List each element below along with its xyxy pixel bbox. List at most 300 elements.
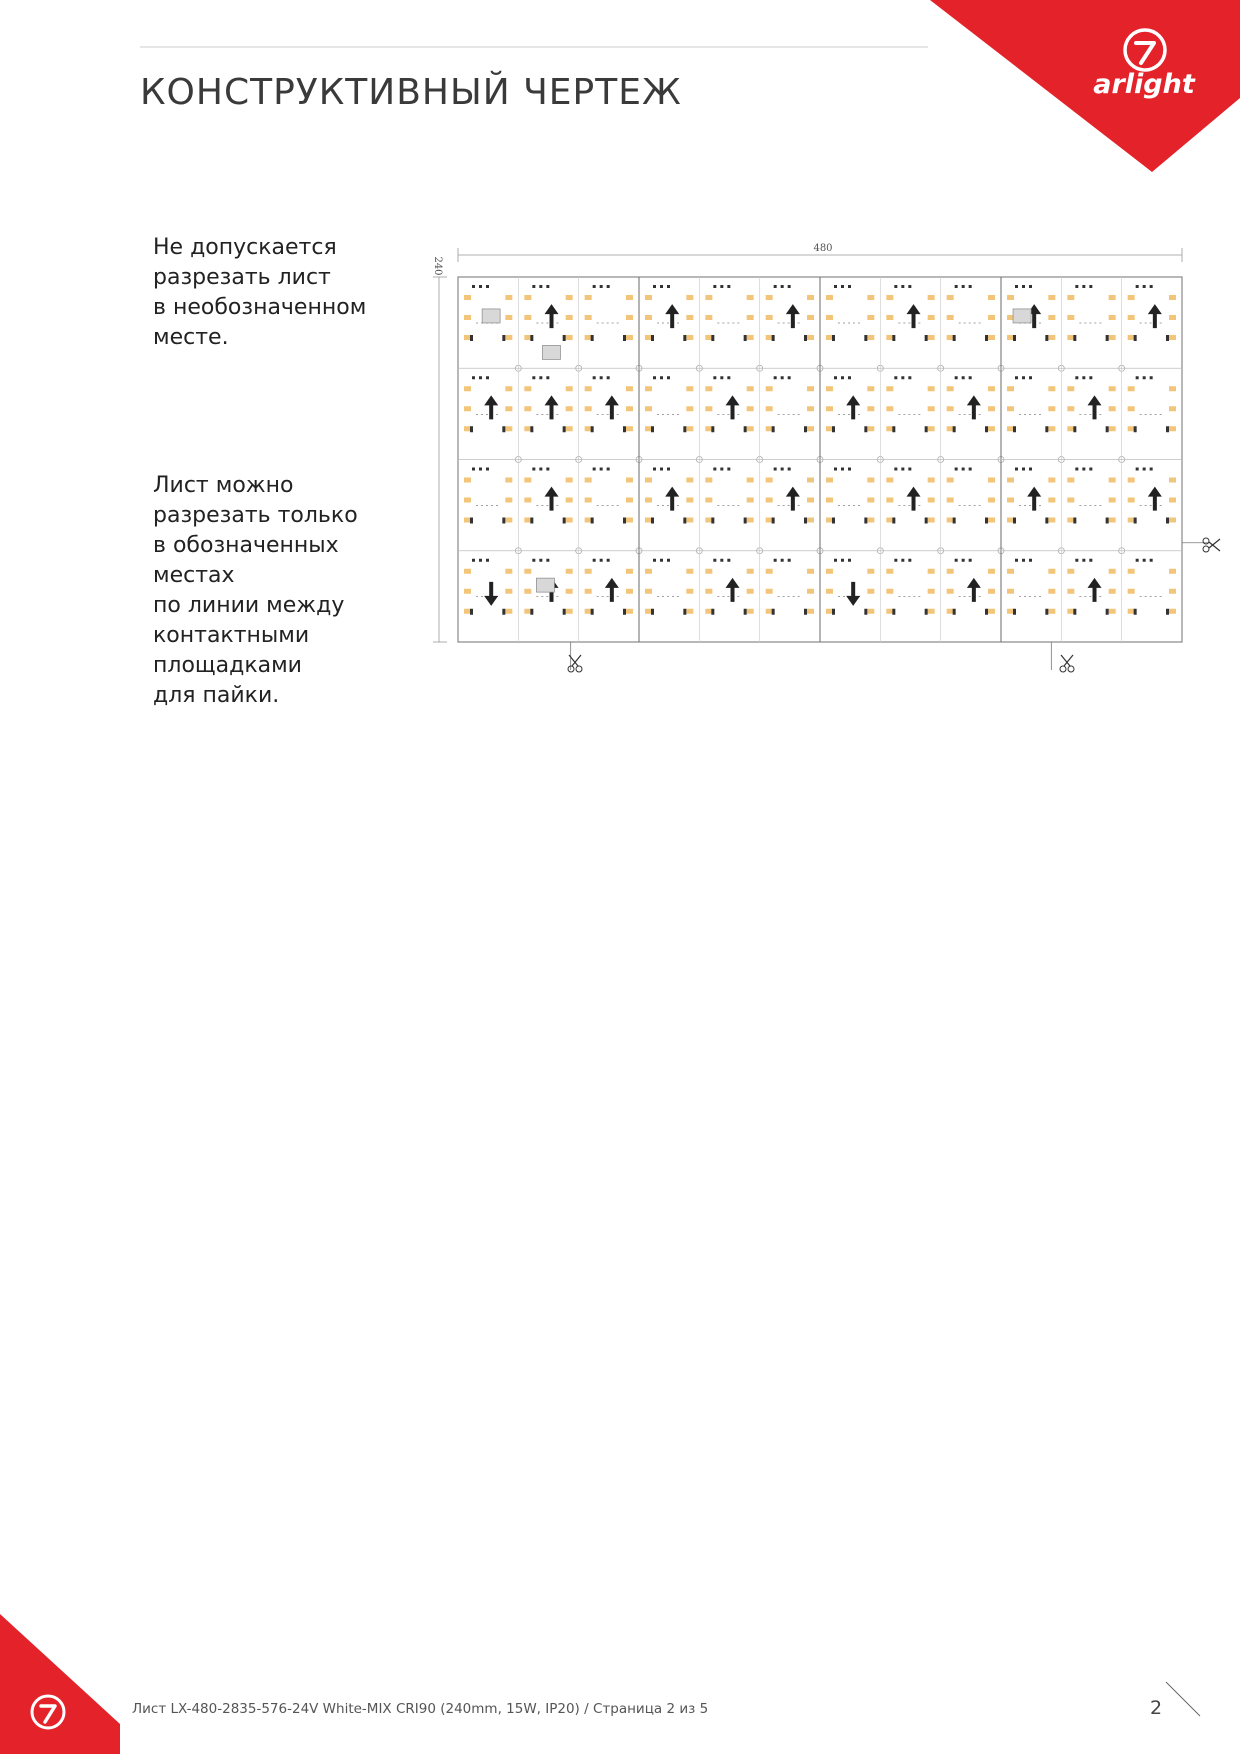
smd-component (1136, 376, 1139, 379)
led-chip (947, 386, 954, 391)
led-chip (1128, 498, 1135, 503)
led-chip (1128, 386, 1135, 391)
led-chip (645, 478, 652, 483)
led-chip (705, 589, 712, 594)
instruction-line: площадками (153, 653, 302, 678)
led-chip (867, 609, 874, 614)
led-chip (705, 295, 712, 300)
resistor (623, 518, 626, 524)
led-chip (464, 589, 471, 594)
smd-component (781, 285, 784, 288)
led-chip (1067, 609, 1074, 614)
led-chip (747, 478, 754, 483)
led-chip (505, 518, 512, 523)
led-chip (464, 498, 471, 503)
resistor (1106, 335, 1109, 341)
led-chip (524, 295, 531, 300)
led-chip (1007, 386, 1014, 391)
led-chip (566, 406, 573, 411)
led-chip (585, 386, 592, 391)
smd-component (1082, 559, 1085, 562)
resistor (1013, 426, 1016, 432)
led-chip (1169, 386, 1176, 391)
brand-corner-bottom (0, 1614, 120, 1754)
resistor (925, 426, 928, 432)
smd-component (532, 376, 535, 379)
header-divider (140, 46, 928, 48)
smd-component (546, 468, 549, 471)
led-chip (626, 335, 633, 340)
led-chip (1007, 589, 1014, 594)
smd-component (546, 376, 549, 379)
led-chip (686, 406, 693, 411)
led-chip (747, 589, 754, 594)
warning-line: в необозначенном (153, 295, 367, 320)
led-chip (867, 518, 874, 523)
smd-component (479, 468, 482, 471)
led-chip (705, 609, 712, 614)
resistor (1013, 335, 1016, 341)
smd-component (653, 376, 656, 379)
smd-component (1150, 285, 1153, 288)
led-chip (886, 335, 893, 340)
led-chip (626, 518, 633, 523)
led-chip (1128, 609, 1135, 614)
led-chip (524, 569, 531, 574)
led-chip (505, 295, 512, 300)
resistor (623, 426, 626, 432)
resistor (683, 335, 686, 341)
led-chip (766, 518, 773, 523)
led-chip (988, 569, 995, 574)
led-chip (867, 589, 874, 594)
resistor (1106, 426, 1109, 432)
led-chip (1109, 315, 1116, 320)
resistor (925, 335, 928, 341)
led-chip (988, 498, 995, 503)
led-chip (988, 295, 995, 300)
resistor (1106, 518, 1109, 524)
smd-component (901, 468, 904, 471)
smd-component (908, 285, 911, 288)
led-chip (1128, 426, 1135, 431)
smd-component (607, 468, 610, 471)
led-chip (505, 406, 512, 411)
led-chip (1169, 569, 1176, 574)
smd-component (1029, 559, 1032, 562)
led-chip (686, 315, 693, 320)
led-chip (1007, 335, 1014, 340)
smd-component (607, 376, 610, 379)
led-chip (1067, 589, 1074, 594)
led-chip (505, 498, 512, 503)
resistor (925, 518, 928, 524)
resistor (1134, 518, 1137, 524)
led-chip (766, 386, 773, 391)
led-chip (505, 426, 512, 431)
resistor (470, 609, 473, 615)
smd-component (653, 468, 656, 471)
resistor (985, 426, 988, 432)
resistor (530, 335, 533, 341)
led-chip (566, 478, 573, 483)
led-chip (928, 498, 935, 503)
smd-component (660, 285, 663, 288)
led-chip (626, 295, 633, 300)
led-chip (807, 386, 814, 391)
led-chip (705, 498, 712, 503)
led-chip (807, 406, 814, 411)
led-chip (645, 589, 652, 594)
led-chip (645, 295, 652, 300)
led-chip (1048, 406, 1055, 411)
led-chip (1007, 478, 1014, 483)
led-chip (505, 335, 512, 340)
smd-component (546, 285, 549, 288)
led-chip (566, 609, 573, 614)
smd-component (1143, 376, 1146, 379)
led-chip (585, 335, 592, 340)
smd-component (962, 376, 965, 379)
led-chip (1007, 498, 1014, 503)
led-chip (1128, 315, 1135, 320)
resistor (651, 518, 654, 524)
smd-component (834, 376, 837, 379)
led-chip (928, 569, 935, 574)
resistor (651, 426, 654, 432)
resistor (1073, 426, 1076, 432)
led-chip (686, 498, 693, 503)
smd-component (841, 285, 844, 288)
led-chip (626, 589, 633, 594)
smd-component (1022, 468, 1025, 471)
led-chip (867, 478, 874, 483)
led-chip (1067, 335, 1074, 340)
warning-line: разрезать лист (153, 265, 331, 290)
led-chip (645, 609, 652, 614)
smd-component (774, 376, 777, 379)
led-chip (524, 518, 531, 523)
resistor (530, 518, 533, 524)
connector-block (482, 309, 500, 323)
led-chip (826, 335, 833, 340)
led-chip (886, 406, 893, 411)
led-chip (1109, 589, 1116, 594)
smd-component (788, 468, 791, 471)
led-chip (464, 426, 471, 431)
led-chip (826, 569, 833, 574)
smd-component (1150, 468, 1153, 471)
resistor (1013, 518, 1016, 524)
smd-component (894, 376, 897, 379)
led-chip (626, 386, 633, 391)
resistor (563, 335, 566, 341)
led-chip (1169, 295, 1176, 300)
smd-component (1075, 559, 1078, 562)
led-chip (1109, 478, 1116, 483)
led-chip (928, 609, 935, 614)
led-chip (1109, 386, 1116, 391)
led-chip (886, 518, 893, 523)
resistor (925, 609, 928, 615)
smd-component (969, 285, 972, 288)
led-chip (686, 518, 693, 523)
resistor (953, 426, 956, 432)
led-chip (826, 518, 833, 523)
led-chip (1109, 569, 1116, 574)
smd-component (532, 468, 535, 471)
resistor (832, 335, 835, 341)
resistor (1134, 335, 1137, 341)
resistor (1166, 609, 1169, 615)
smd-component (713, 376, 716, 379)
led-chip (947, 335, 954, 340)
resistor (744, 518, 747, 524)
led-chip (645, 386, 652, 391)
led-chip (988, 426, 995, 431)
led-chip (1007, 609, 1014, 614)
smd-component (1029, 285, 1032, 288)
smd-component (962, 559, 965, 562)
smd-component (1089, 559, 1092, 562)
smd-component (969, 468, 972, 471)
smd-component (600, 468, 603, 471)
resistor (683, 426, 686, 432)
led-chip (505, 609, 512, 614)
led-chip (947, 518, 954, 523)
resistor (892, 426, 895, 432)
led-chip (566, 386, 573, 391)
instruction-line: контактными (153, 623, 310, 648)
smd-component (1022, 559, 1025, 562)
led-chip (928, 335, 935, 340)
resistor (804, 335, 807, 341)
smd-component (486, 468, 489, 471)
led-chip (867, 315, 874, 320)
led-chip (947, 426, 954, 431)
led-chip (464, 609, 471, 614)
smd-component (600, 376, 603, 379)
led-chip (464, 569, 471, 574)
smd-component (834, 559, 837, 562)
led-chip (947, 569, 954, 574)
smd-component (1015, 559, 1018, 562)
smd-component (955, 376, 958, 379)
resistor (623, 335, 626, 341)
resistor (563, 518, 566, 524)
led-chip (867, 498, 874, 503)
smd-component (653, 285, 656, 288)
led-chip (1128, 589, 1135, 594)
led-chip (524, 406, 531, 411)
led-chip (1007, 518, 1014, 523)
led-chip (826, 478, 833, 483)
led-chip (645, 426, 652, 431)
led-chip (886, 295, 893, 300)
smd-component (713, 559, 716, 562)
smd-component (908, 468, 911, 471)
instruction-line: для пайки. (153, 683, 280, 708)
led-chip (826, 315, 833, 320)
smd-component (1143, 468, 1146, 471)
led-chip (747, 498, 754, 503)
resistor (591, 426, 594, 432)
smd-component (901, 559, 904, 562)
led-chip (988, 518, 995, 523)
led-chip (705, 478, 712, 483)
led-chip (886, 426, 893, 431)
smd-component (472, 285, 475, 288)
led-chip (464, 315, 471, 320)
resistor (985, 518, 988, 524)
led-chip (947, 295, 954, 300)
led-chip (1169, 315, 1176, 320)
smd-component (788, 285, 791, 288)
led-chip (1109, 295, 1116, 300)
resistor (1013, 609, 1016, 615)
smd-component (532, 559, 535, 562)
led-chip (686, 386, 693, 391)
smd-component (901, 376, 904, 379)
smd-component (1015, 285, 1018, 288)
led-chip (566, 498, 573, 503)
led-chip (766, 609, 773, 614)
led-chip (988, 386, 995, 391)
resistor (953, 335, 956, 341)
led-chip (524, 335, 531, 340)
led-chip (705, 426, 712, 431)
smd-component (781, 559, 784, 562)
led-chip (505, 386, 512, 391)
led-chip (807, 589, 814, 594)
smd-component (539, 559, 542, 562)
led-chip (1067, 518, 1074, 523)
led-chip (1169, 518, 1176, 523)
led-chip (524, 315, 531, 320)
smd-component (727, 376, 730, 379)
resistor (470, 426, 473, 432)
smd-component (593, 468, 596, 471)
smd-component (539, 376, 542, 379)
led-chip (705, 518, 712, 523)
led-chip (585, 609, 592, 614)
led-chip (886, 478, 893, 483)
smd-component (781, 376, 784, 379)
resistor (864, 518, 867, 524)
resistor (744, 609, 747, 615)
resistor (953, 518, 956, 524)
led-chip (686, 609, 693, 614)
led-chip (1128, 478, 1135, 483)
led-chip (807, 518, 814, 523)
cutting-instruction (153, 471, 358, 711)
led-chip (1169, 498, 1176, 503)
led-chip (988, 609, 995, 614)
led-chip (1048, 315, 1055, 320)
led-chip (1109, 406, 1116, 411)
led-chip (947, 315, 954, 320)
smd-component (607, 559, 610, 562)
led-chip (1169, 335, 1176, 340)
smd-component (969, 559, 972, 562)
resistor (591, 518, 594, 524)
smd-component (1143, 559, 1146, 562)
smd-component (539, 285, 542, 288)
cutting-warning (153, 233, 366, 353)
led-chip (807, 478, 814, 483)
led-chip (645, 498, 652, 503)
resistor (683, 518, 686, 524)
connector-block (1013, 309, 1031, 323)
smd-component (908, 559, 911, 562)
resistor (1073, 518, 1076, 524)
led-chip (1007, 426, 1014, 431)
resistor (651, 335, 654, 341)
led-chip (826, 589, 833, 594)
smd-component (720, 559, 723, 562)
led-chip (1067, 569, 1074, 574)
led-chip (988, 589, 995, 594)
smd-component (1029, 468, 1032, 471)
led-chip (1169, 478, 1176, 483)
smd-component (1029, 376, 1032, 379)
led-chip (1128, 406, 1135, 411)
led-chip (566, 335, 573, 340)
construction-drawing (425, 240, 1225, 680)
led-chip (1128, 335, 1135, 340)
smd-component (1082, 376, 1085, 379)
smd-component (660, 376, 663, 379)
led-chip (826, 295, 833, 300)
resistor (1166, 335, 1169, 341)
led-chip (826, 426, 833, 431)
smd-component (667, 468, 670, 471)
led-chip (807, 295, 814, 300)
resistor (530, 609, 533, 615)
resistor (1166, 426, 1169, 432)
smd-component (841, 468, 844, 471)
resistor (563, 426, 566, 432)
led-chip (766, 498, 773, 503)
smd-component (539, 468, 542, 471)
led-chip (585, 406, 592, 411)
led-chip (705, 406, 712, 411)
smd-component (1089, 376, 1092, 379)
led-chip (867, 295, 874, 300)
led-chip (645, 518, 652, 523)
led-chip (807, 498, 814, 503)
page-number-slash (1164, 1680, 1204, 1720)
smd-component (727, 285, 730, 288)
led-chip (867, 426, 874, 431)
smd-component (1022, 376, 1025, 379)
smd-component (1136, 559, 1139, 562)
led-chip (1067, 295, 1074, 300)
led-chip (928, 589, 935, 594)
led-chip (1109, 426, 1116, 431)
connector-block (542, 345, 560, 359)
resistor (892, 335, 895, 341)
height-dimension-label: 240 (432, 256, 443, 276)
led-chip (1128, 569, 1135, 574)
led-chip (505, 315, 512, 320)
smd-component (955, 285, 958, 288)
resistor (772, 609, 775, 615)
led-chip (626, 315, 633, 320)
resistor (1106, 609, 1109, 615)
led-chip (1048, 295, 1055, 300)
led-chip (766, 406, 773, 411)
